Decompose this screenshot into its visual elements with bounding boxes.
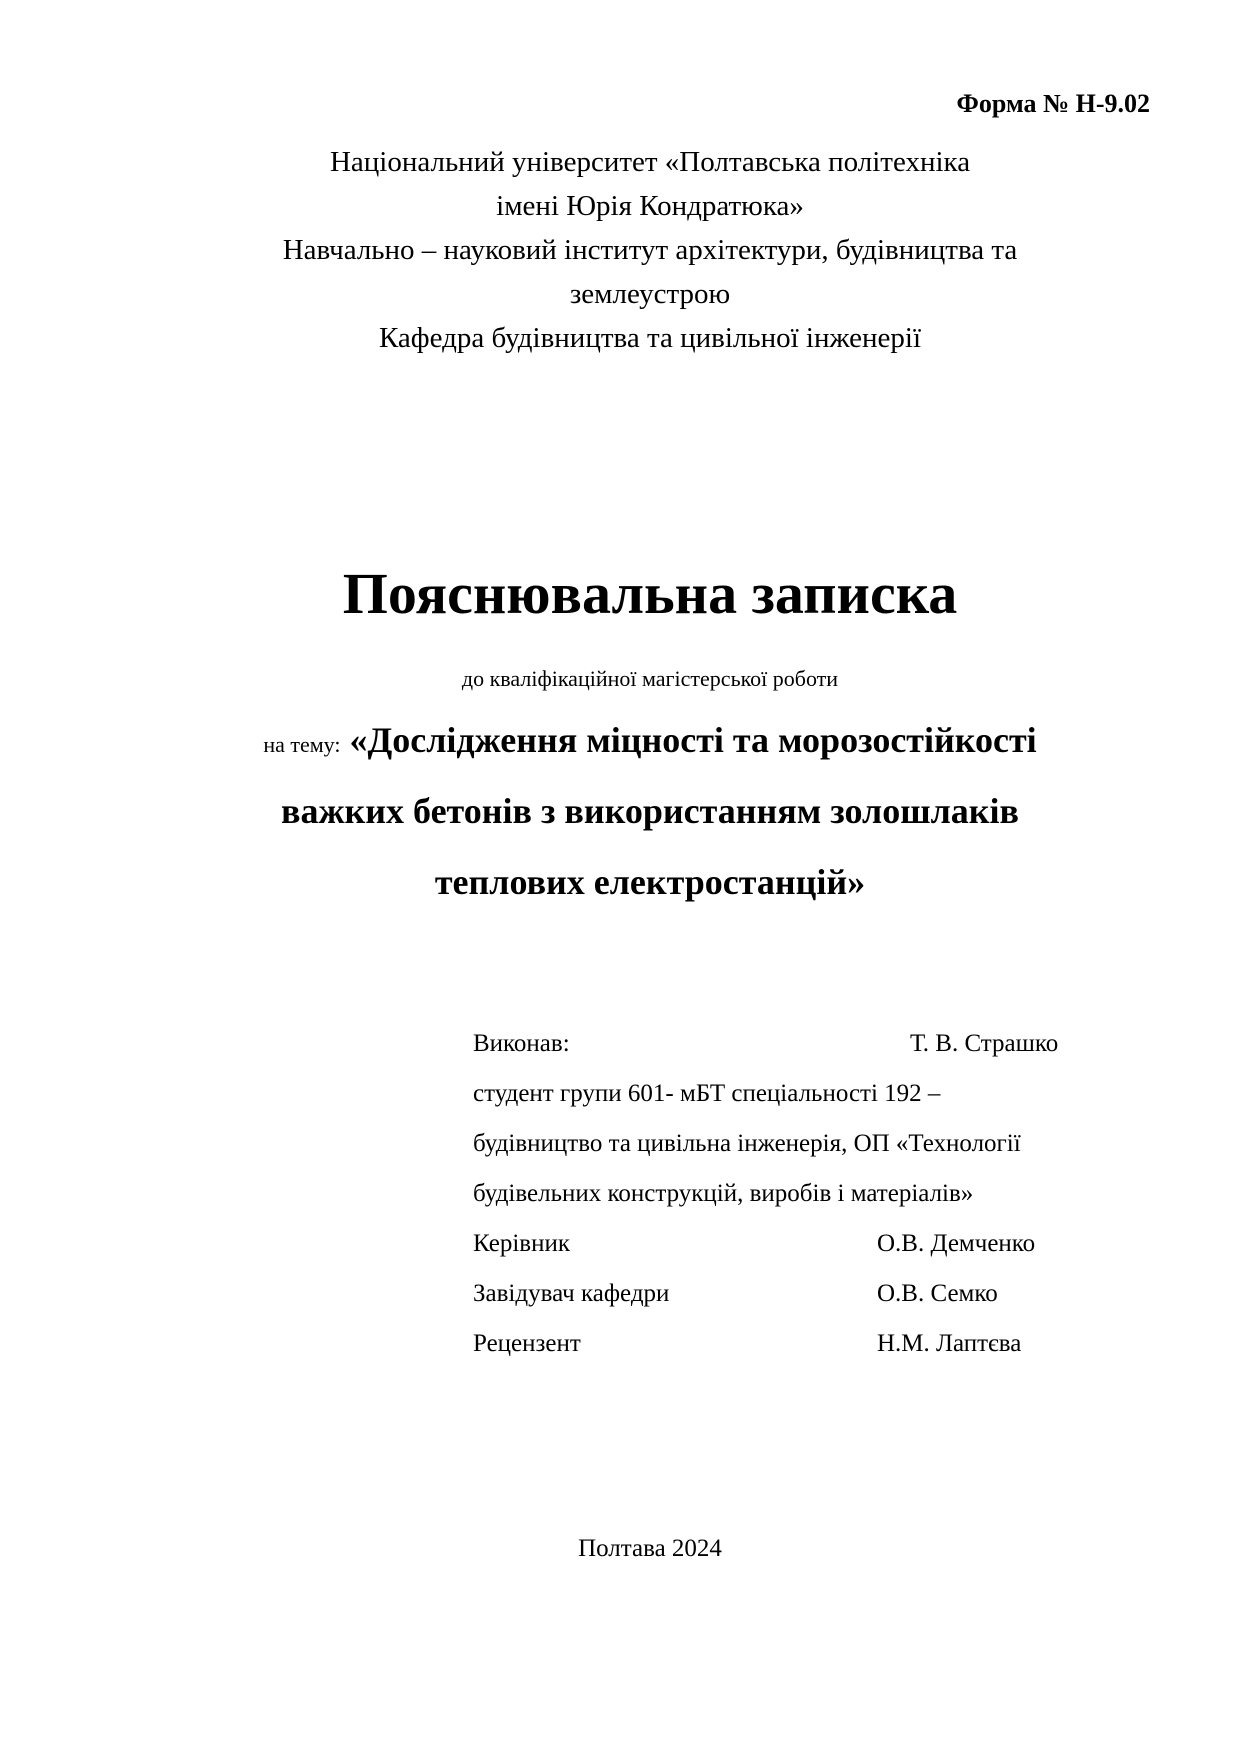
department-name: Кафедра будівництва та цивільної інженерії bbox=[378, 322, 922, 354]
student-info-line-1: студент групи 601- мБТ спеціальності 192 – bbox=[473, 1080, 941, 1107]
document-title: Пояснювальна записка bbox=[342, 561, 958, 626]
head-of-department-label: Завідувач кафедри bbox=[473, 1280, 670, 1307]
reviewer-row bbox=[473, 1327, 1173, 1377]
institution-header bbox=[0, 140, 1240, 360]
student-info-line-3: будівельних конструкцій, виробів і матеріалів» bbox=[473, 1180, 974, 1207]
theme-text-line-1: «Дослідження міцності та морозостійкості bbox=[349, 720, 1037, 760]
university-name-line-2: імені Юрія Кондратюка» bbox=[496, 190, 804, 222]
supervisor-label: Керівник bbox=[473, 1230, 570, 1257]
reviewer-label: Рецензент bbox=[473, 1330, 581, 1357]
theme-text-line-2: важких бетонів з використанням золошлаків bbox=[281, 791, 1019, 831]
thesis-theme bbox=[0, 715, 1240, 928]
theme-text-line-3: теплових електростанцій» bbox=[434, 862, 866, 902]
performed-by-row bbox=[473, 1027, 1173, 1077]
performed-by-name: Т. В. Страшко bbox=[910, 1030, 1059, 1057]
performed-by-label: Виконав: bbox=[473, 1030, 570, 1057]
theme-prefix: на тему: bbox=[263, 732, 341, 757]
head-of-department-name: О.В. Семко bbox=[877, 1280, 998, 1307]
theme-line-1 bbox=[0, 715, 1240, 786]
university-name-line-1: Національний університет «Полтавська політехніка bbox=[329, 146, 971, 178]
institute-name-line-2: землеустрою bbox=[569, 278, 731, 310]
reviewer-name: Н.М. Лаптєва bbox=[877, 1330, 1022, 1357]
document-subtitle: до кваліфікаційної магістерської роботи bbox=[461, 666, 839, 691]
institute-name-line-1: Навчально – науковий інститут архітектури, будівництва та bbox=[282, 234, 1018, 266]
signature-block bbox=[473, 1027, 1173, 1377]
student-info-line-2: будівництво та цивільна інженерія, ОП «Технології bbox=[473, 1130, 1021, 1157]
city-year: Полтава 2024 bbox=[578, 1535, 722, 1562]
supervisor-row bbox=[473, 1227, 1173, 1277]
supervisor-name: О.В. Демченко bbox=[877, 1230, 1036, 1257]
form-number: Форма № Н-9.02 bbox=[956, 89, 1150, 118]
head-of-department-row bbox=[473, 1277, 1173, 1327]
